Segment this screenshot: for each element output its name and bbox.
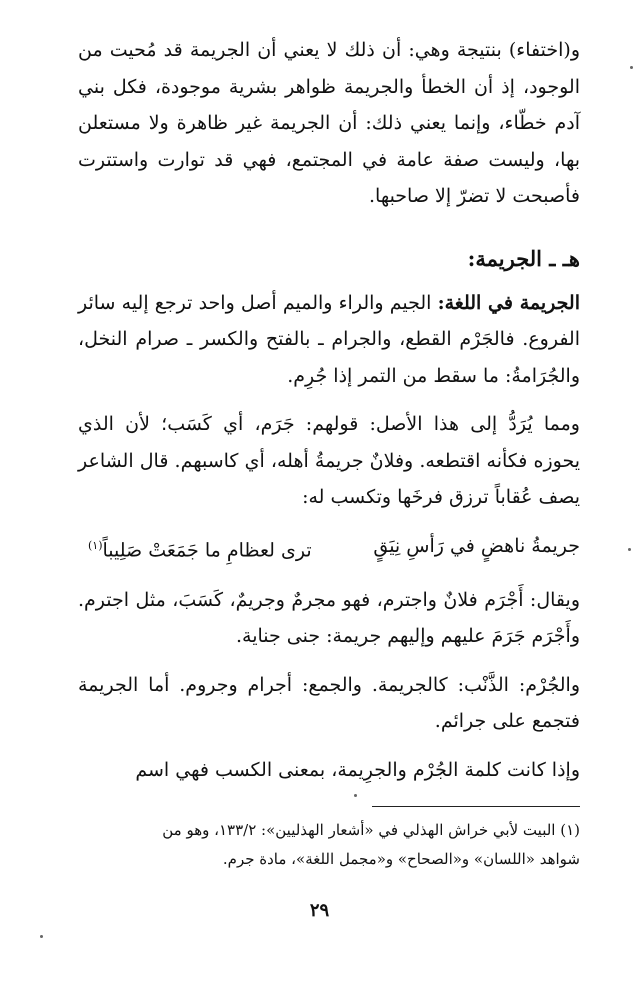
paragraph-2 [78,285,580,395]
main-text-column [78,32,580,788]
paragraph-6: وإذا كانت كلمة الجُرْم والجرِيمة، بمعنى الكسب فهي اسم [135,758,580,781]
page-number: ٢٩ [309,900,330,921]
ink-speck [630,66,633,69]
footnote-line-1: (١) البيت لأبي خراش الهذلي في «أشعار الهذليين»: ١٣٣/٢، وهو من [162,821,580,839]
footnote [78,816,580,874]
ink-speck [40,935,43,938]
ink-speck [354,794,357,797]
paragraph-4: ويقال: أَجْرَم فلانٌ واجترم، فهو مجرمٌ وجريمٌ، كَسَبَ، مثل اجترم. وأَجْرَم جَرَمَ عليهم وإليهم جريمة: جنى جناية. [78,588,580,648]
paragraph-5: والجُرْم: الذَّنْب: كالجريمة. والجمع: أجرام وجروم. أما الجريمة فتجمع على جرائم. [78,673,580,733]
section-heading: هـ ـ الجريمة: [467,245,580,271]
verse-text: ترى لعظامِ ما جَمَعَتْ صَلِيباً [102,538,312,561]
paragraph-2-text: الجيم والراء والميم أصل واحد ترجع إليه سائر الفروع. فالجَرْم القطع، والجرام ـ بالفتح والكسر ـ صرام النخل، والجُرَامةُ: ما سقط من التمر إذا جُرِم. [78,291,580,387]
paragraph-1: و(اختفاء) بنتيجة وهي: أن ذلك لا يعني أن الجريمة قد مُحيت من الوجود، إذ أن الخطأ والجريمة ظواهر بشرية موجودة، فكل بني آدم خطّاء، وإنما يعني ذلك: أن الجريمة غير ظاهرة ولا مستعلن بها، وليست صفة عامة في المجتمع، فهي قد توارت واستترت فأصبحت لا تضرّ إلا صاحبها. [78,39,580,207]
ink-speck [628,548,631,551]
paragraph-3: ومما يُرَدُّ إلى هذا الأصل: قولهم: جَرَم، أي كَسَب؛ لأن الذي يحوزه فكأنه اقتطعه. وفلانٌ جريمةُ أهله، أي كاسبهم. قال الشاعر يصف عُقاباً ترزق فرخَها وتكسب له: [78,413,580,508]
footnote-marker: (١) [88,538,103,552]
verse-first-hemistich: جريمةُ ناهضٍ في رَأسِ نِيَقٍ [373,534,580,557]
poetry-verse [78,528,580,568]
footnote-line-2: شواهد «اللسان» و«الصحاح» و«مجمل اللغة»، مادة جرم. [222,850,580,868]
verse-second-hemistich [88,528,312,568]
term-label: الجريمة في اللغة: [437,291,580,314]
footnote-separator [372,806,580,807]
